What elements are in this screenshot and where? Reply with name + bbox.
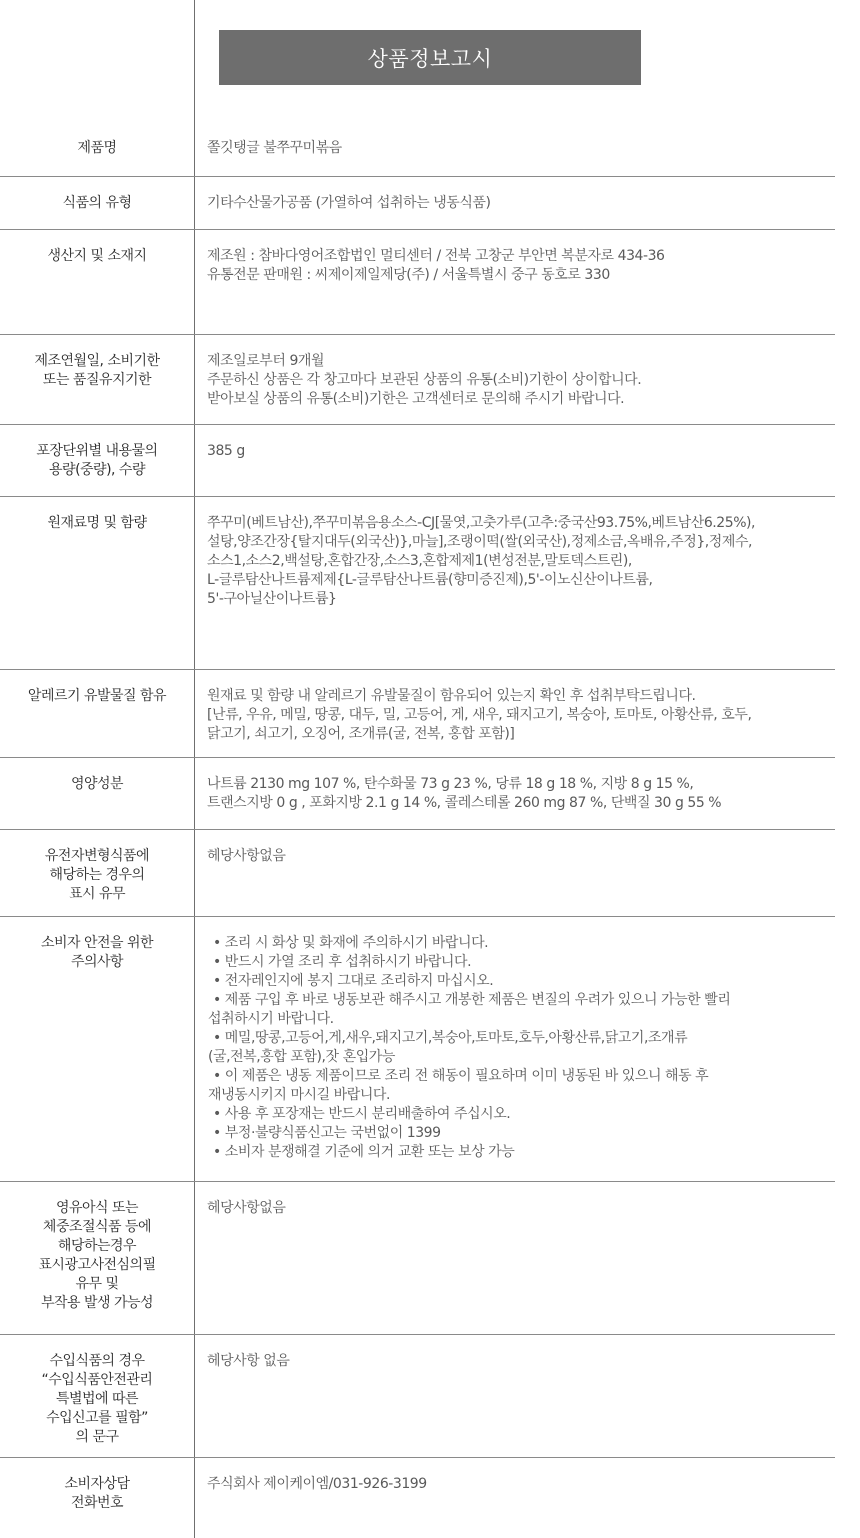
row-label (0, 122, 194, 176)
row-label-line: 알레르기 유발물질 함유 (27, 688, 167, 704)
row-label-line: 제조연월일, 소비기한 (34, 353, 160, 369)
row-label-line: 영양성분 (70, 776, 124, 792)
row-value (194, 230, 835, 334)
row-value-line: • 부정·불량식품신고는 국번없이 1399 (213, 1125, 441, 1141)
table-row (0, 335, 835, 425)
row-label-line: 유무 및 (75, 1276, 119, 1292)
table-row (0, 230, 835, 335)
row-label (0, 758, 194, 829)
row-label-line: “수입식품안전관리 (41, 1372, 153, 1388)
table-row (0, 1335, 835, 1458)
row-value (194, 1458, 835, 1538)
row-value (194, 122, 835, 176)
row-value-line: • 조리 시 화상 및 화재에 주의하시기 바랍니다. (213, 935, 489, 951)
row-value-line: 기타수산물가공품 (가열하여 섭취하는 냉동식품) (207, 195, 491, 211)
row-label-line: 또는 품질유지기한 (42, 372, 152, 388)
row-label-line: 전화번호 (70, 1495, 124, 1511)
row-value-line: 나트륨 2130 mg 107 %, 탄수화물 73 g 23 %, 당류 18 g 18 %, 지방 8 g 15 %, (207, 776, 694, 792)
row-label-line: 포장단위별 내용물의 (36, 443, 158, 459)
table-row (0, 425, 835, 497)
row-value-line: 헤당사항없음 (207, 1200, 286, 1216)
row-label-line: 소비자상담 (64, 1476, 130, 1492)
row-label (0, 670, 194, 757)
row-label-line: 용량(중량), 수량 (49, 462, 145, 478)
row-value-line: 닭고기, 쇠고기, 오징어, 조개류(굴, 전복, 홍합 포함)] (207, 726, 515, 742)
row-value-line: 헤당사항 없음 (207, 1353, 290, 1369)
row-label-line: 주의사항 (70, 954, 124, 970)
row-label-line: 소비자 안전을 위한 (40, 935, 154, 951)
row-label (0, 425, 194, 496)
row-label-line: 해당하는경우 (57, 1238, 137, 1254)
row-value (194, 177, 835, 229)
row-label (0, 497, 194, 669)
row-value-line: 주식회사 제이케이엠/031-926-3199 (207, 1476, 427, 1492)
table-row (0, 830, 835, 917)
row-value-line: • 전자레인지에 봉지 그대로 조리하지 마십시오. (213, 973, 494, 989)
row-value-line: • 반드시 가열 조리 후 섭취하시기 바랍니다. (213, 954, 472, 970)
row-value-line: • 소비자 분쟁해결 기준에 의거 교환 또는 보상 가능 (213, 1144, 515, 1160)
row-value (194, 917, 835, 1181)
row-value (194, 425, 835, 496)
row-label-line: 표시 유무 (68, 886, 126, 902)
table-row (0, 917, 835, 1182)
row-value-line: 받아보실 상품의 유통(소비)기한은 고객센터로 문의해 주시기 바랍니다. (207, 391, 625, 407)
row-value-line: 원재료 및 함량 내 알레르기 유발물질이 함유되어 있는지 확인 후 섭취부탁드립니다. (207, 688, 696, 704)
row-value (194, 1182, 835, 1334)
row-value-line: 섭취하시기 바랍니다. (208, 1011, 334, 1027)
row-value (194, 497, 835, 669)
row-label (0, 1458, 194, 1538)
row-value (194, 758, 835, 829)
row-value (194, 335, 835, 424)
row-label-line: 원재료명 및 함량 (47, 515, 147, 531)
row-value-line: • 사용 후 포장재는 반드시 분리배출하여 주십시오. (213, 1106, 511, 1122)
row-value-line: 재냉동시키지 마시길 바랍니다. (208, 1087, 390, 1103)
row-value-line: 설탕,양조간장{탈지대두(외국산)},마늘],조랭이떡(쌀(외국산),정제소금,옥배유,주정},정제수, (207, 534, 753, 550)
row-value (194, 670, 835, 757)
row-label (0, 830, 194, 916)
table-row (0, 497, 835, 670)
table-row (0, 1458, 835, 1538)
row-label-line: 영유아식 또는 (55, 1200, 139, 1216)
row-label-line: 체중조절식품 등에 (42, 1219, 152, 1235)
row-label-line: 의 문구 (75, 1429, 119, 1445)
row-label-line: 생산지 및 소재지 (47, 248, 147, 264)
table-row (0, 122, 835, 177)
row-value-line: 쭈꾸미(베트남산),쭈꾸미볶음용소스-CJ[물엿,고춧가루(고추:중국산93.75%,베트남산6.25%), (207, 515, 756, 531)
row-label (0, 1335, 194, 1457)
row-value-line: 제조일로부터 9개월 (207, 353, 325, 369)
row-value-line: L-글루탐산나트륨제제{L-글루탐산나트륨(향미증진제),5'-이노신산이나트륨, (207, 572, 653, 588)
row-label-line: 식품의 유형 (62, 195, 132, 211)
row-label-line: 제품명 (77, 140, 117, 156)
table-row (0, 1182, 835, 1335)
row-label-line: 부작용 발생 가능성 (40, 1295, 154, 1311)
row-value-line: 385 g (207, 443, 245, 459)
row-label (0, 177, 194, 229)
row-label (0, 1182, 194, 1334)
row-value-line: • 메밀,땅콩,고등어,게,새우,돼지고기,복숭아,토마토,호두,아황산류,닭고기,조개류 (213, 1030, 688, 1046)
table-row (0, 758, 835, 830)
table-row (0, 177, 835, 230)
row-label (0, 230, 194, 334)
row-label-line: 해당하는 경우의 (49, 867, 145, 883)
row-value-line: (굴,전복,홍합 포함),잣 혼입가능 (208, 1049, 395, 1065)
row-value-line: 소스1,소스2,백설탕,혼합간장,소스3,혼합제제1(변성전분,말토덱스트린), (207, 553, 632, 569)
info-table (0, 122, 835, 1538)
row-label-line: 수입신고를 필함” (46, 1410, 148, 1426)
row-label-line: 표시광고사전심의필 (38, 1257, 156, 1273)
row-value-line: • 제품 구입 후 바로 냉동보관 해주시고 개봉한 제품은 변질의 우려가 있으니 가능한 빨리 (213, 992, 731, 1008)
table-row (0, 670, 835, 758)
row-value-line: 쫄깃탱글 불쭈꾸미볶음 (207, 140, 342, 156)
row-value-line: • 이 제품은 냉동 제품이므로 조리 전 해동이 필요하며 이미 냉동된 바 있으니 해동 후 (213, 1068, 709, 1084)
row-value (194, 830, 835, 916)
row-value-line: 유통전문 판매원 : 씨제이제일제당(주) / 서울특별시 중구 동호로 330 (207, 267, 610, 283)
row-label (0, 917, 194, 1181)
row-value-line: [난류, 우유, 메밀, 땅콩, 대두, 밀, 고등어, 게, 새우, 돼지고기, 복숭아, 토마토, 아황산류, 호두, (207, 707, 752, 723)
row-label-line: 특별법에 따른 (55, 1391, 139, 1407)
row-label-line: 수입식품의 경우 (49, 1353, 145, 1369)
row-value-line: 트랜스지방 0 g , 포화지방 2.1 g 14 %, 콜레스테롤 260 mg 87 %, 단백질 30 g 55 % (207, 795, 722, 811)
row-value-line: 5'-구아닐산이나트륨} (207, 591, 337, 607)
row-label-line: 유전자변형식품에 (44, 848, 150, 864)
row-label (0, 335, 194, 424)
row-value-line: 헤당사항없음 (207, 848, 286, 864)
page-title: 상품정보고시 (219, 30, 641, 85)
row-value (194, 1335, 835, 1457)
row-value-line: 제조원 : 참바다영어조합법인 멀티센터 / 전북 고창군 부안면 복분자로 434-36 (207, 248, 665, 264)
row-value-line: 주문하신 상품은 각 창고마다 보관된 상품의 유통(소비)기한이 상이합니다. (207, 372, 642, 388)
